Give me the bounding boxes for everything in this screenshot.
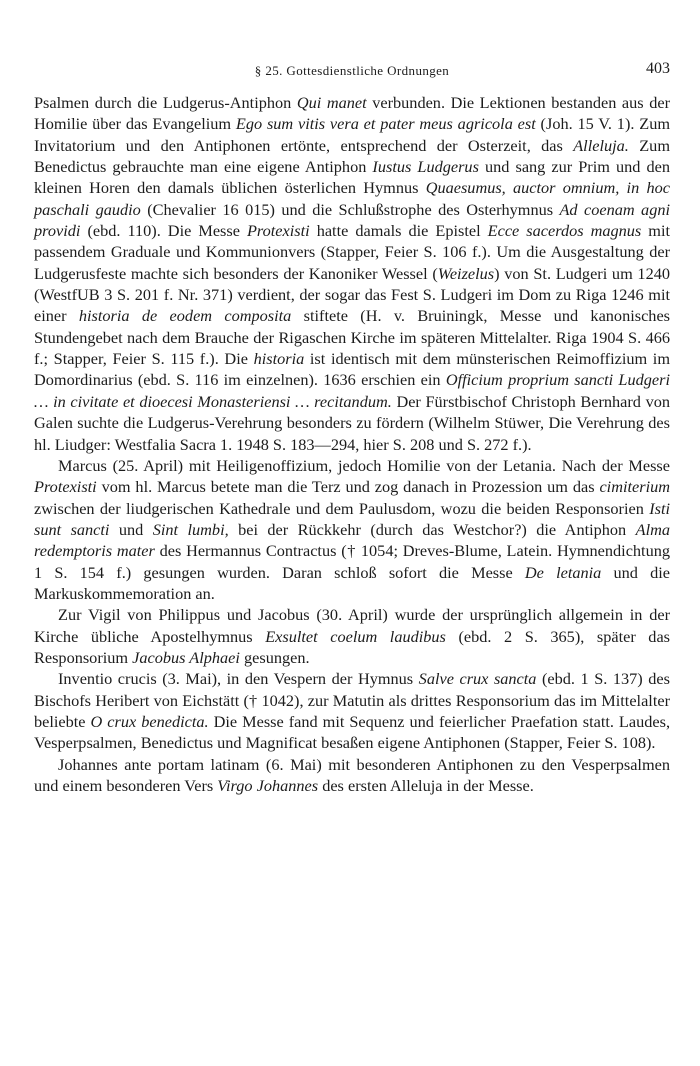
italic-text-run: Salve crux sancta [418, 669, 537, 689]
italic-text-run: Isti sunt sancti [34, 498, 670, 539]
text-run: und sang zur Prim und den kleinen Horen den damals üblichen österlichen Hymnus [34, 157, 670, 198]
text-run: (ebd. 1 S. 137) des Bischofs Heribert von Eichstätt († 1042), zur Matutin als drittes Responsorium das im Mittelalter beliebte [34, 669, 670, 731]
text-run: (Chevalier 16 015) und die Schlußstrophe des Osterhymnus [140, 199, 560, 219]
text-run: Der Fürstbischof Christoph Bernhard von Galen suchte die Ludgerus-Verehrung besonders zu fördern (Wilhelm Stüwer, Die Verehrung des hl. Liudger: Westfalia Sacra 1. 1948 S. 183—294, hier S. 208 und S. 272 f.). [34, 391, 670, 454]
italic-text-run: historia de eodem composita [78, 306, 292, 326]
italic-text-run: Exsultet coelum laudibus [265, 626, 446, 646]
text-run: und die Markuskommemoration an. [34, 562, 670, 603]
text-run: vom hl. Marcus betete man die Terz und zog danach in Prozession um das [96, 477, 600, 497]
paragraph-philippus-jacobus [34, 604, 670, 668]
italic-text-run: Sint lumbi, [152, 519, 229, 539]
italic-text-run: Jacobus Alphaei [132, 647, 240, 667]
italic-text-run: Ad coenam agni providi [34, 199, 670, 241]
text-run: ) von St. Ludgeri um 1240 (WestfUB 3 S. 201 f. Nr. 371) verdient, der sogar das Fest S. Ludgeri im Dom zu Riga 1246 mit einer [34, 263, 670, 326]
italic-text-run: Alleluja. [573, 135, 629, 155]
paragraph-inventio-crucis [34, 668, 670, 753]
italic-text-run: Quaesumus, auctor omnium, in hoc paschali gaudio [34, 178, 670, 219]
running-head [34, 60, 670, 82]
text-run: verbunden. Die Lektionen bestanden aus der Homilie über das Evangelium [34, 93, 671, 134]
page-number: 403 [646, 60, 670, 77]
paragraph-marcus [34, 455, 670, 604]
text-run: bei der Rückkehr (durch das Westchor?) die Antiphon [228, 519, 636, 539]
text-run: stiftete (H. v. Bruiningk, Messe und kanonisches Stundengebet nach dem Brauche der Rigaschen Kirche im späteren Mittelalter. Riga 1904 S. 466 f.; Stapper, Feier S. 115 f.). Die [34, 306, 671, 369]
italic-text-run: Virgo Johannes [217, 776, 319, 795]
italic-text-run: De letania [524, 562, 602, 582]
text-run: mit passendem Graduale und Kommunionvers (Stapper, Feier S. 106 f.). Um die Ausgestaltung der Ludgerusfeste machte sich besonders der Kanoniker Wessel ( [34, 221, 670, 283]
paragraph-ludgerus [34, 92, 670, 455]
italic-text-run: Ego sum vitis vera et pater meus agricola est [235, 114, 536, 134]
text-run: hatte damals die Epistel [309, 221, 488, 241]
italic-text-run: Alma redemptoris mater [34, 519, 670, 561]
text-run: Johannes ante portam latinam (6. Mai) mit besonderen Antiphonen zu den Vesperpsalmen und einem besonderen Vers [34, 754, 670, 795]
italic-text-run: Qui manet [296, 93, 367, 112]
text-run: des ersten Alleluja in der Messe. [318, 776, 534, 795]
text-run: Marcus (25. April) mit Heiligenoffizium, jedoch Homilie von der Letania. Nach der Messe [58, 455, 670, 475]
body-text [34, 92, 670, 796]
italic-text-run: historia [253, 349, 305, 369]
text-run: (Joh. 15 V. 1). Zum Invitatorium und den Antiphonen ertönte, entsprechend der Osterzeit, das [34, 114, 671, 155]
text-run: Die Messe fand mit Sequenz und feierlicher Praefation statt. Laudes, Vesperpsalmen, Benedictus und Magnificat besaßen eigene Antiphonen (Stapper, Feier S. 108). [34, 711, 671, 753]
text-run: Zum Benedictus gebrauchte man eine eigene Antiphon [34, 135, 670, 177]
italic-text-run: Protexisti [246, 221, 310, 241]
text-run: (ebd. 2 S. 365), später das Responsorium [34, 626, 671, 667]
text-run: Inventio crucis (3. Mai), in den Vespern der Hymnus [58, 669, 419, 689]
text-run: (ebd. 110). Die Messe [80, 221, 247, 241]
text-run: des Hermannus Contractus († 1054; Dreves-Blume, Latein. Hymnendichtung 1 S. 154 f.) gesungen wurden. Daran schloß sofort die Messe [34, 541, 671, 582]
paragraph-johannes [34, 754, 670, 797]
running-title: § 25. Gottesdienstliche Ordnungen [254, 63, 450, 78]
italic-text-run: Protexisti [34, 477, 97, 497]
text-run: Zur Vigil von Philippus und Jacobus (30. April) wurde der ursprünglich allgemein in der Kirche übliche Apostelhymnus [34, 605, 670, 646]
italic-text-run: Ecce sacerdos magnus [487, 221, 642, 241]
text-run: und [109, 519, 153, 539]
text-run: ist identisch mit dem münsterischen Reimoffizium im Domordinarius (ebd. S. 116 im einzelnen). 1636 erschien ein [34, 349, 670, 390]
text-run: Psalmen durch die Ludgerus-Antiphon [34, 93, 297, 112]
text-run: zwischen der liudgerischen Kathedrale und dem Paulusdom, wozu die beiden Responsorien [34, 498, 650, 518]
text-run: gesungen. [239, 647, 310, 667]
italic-text-run: Weizelus [437, 263, 495, 283]
italic-text-run: Iustus Ludgerus [372, 157, 479, 177]
italic-text-run: cimiterium [599, 477, 670, 497]
italic-text-run: Officium proprium sancti Ludgeri … in civitate et dioecesi Monasteriensi … recitandum. [34, 370, 670, 411]
italic-text-run: O crux benedicta. [90, 711, 209, 731]
